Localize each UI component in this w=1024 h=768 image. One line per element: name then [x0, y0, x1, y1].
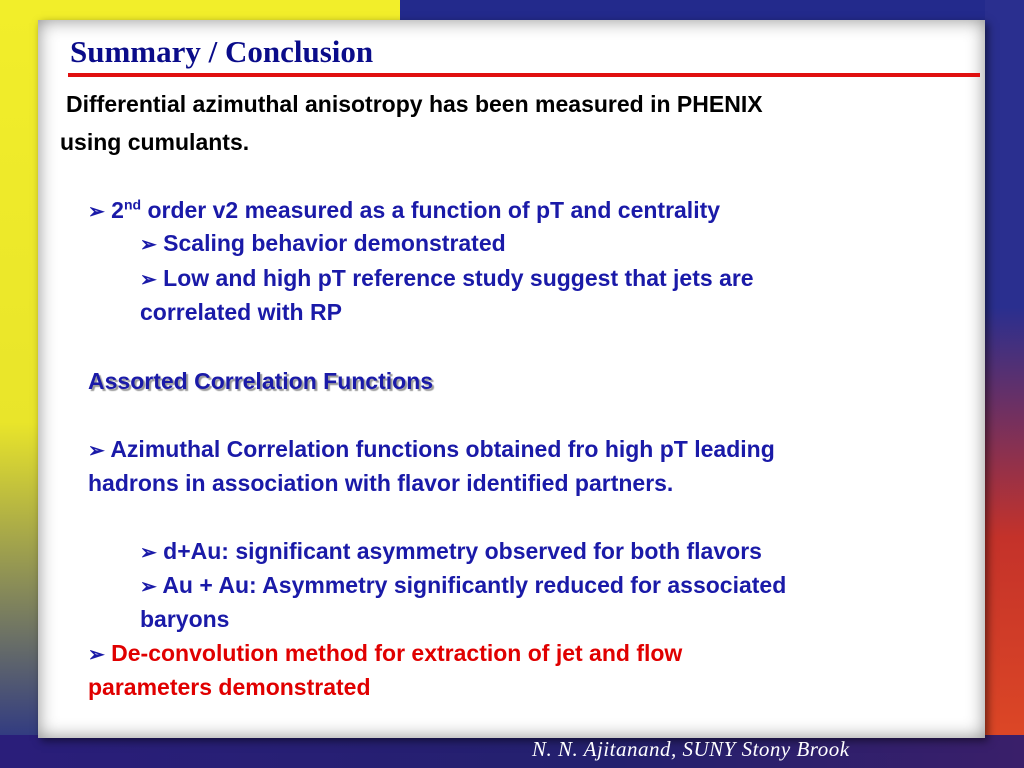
arrow-bullet-icon: ➢	[140, 576, 157, 598]
arrow-bullet-icon: ➢	[88, 644, 105, 666]
arrow-bullet-icon: ➢	[88, 440, 105, 462]
bullet-deconvolution-cont: parameters demonstrated	[88, 674, 371, 700]
arrow-bullet-icon: ➢	[140, 542, 157, 564]
intro-line-1: Differential azimuthal anisotropy has been measured in PHENIX	[66, 91, 763, 117]
bullet-text: Low and high pT reference study suggest that jets are	[163, 265, 754, 291]
intro-line-2: using cumulants.	[60, 129, 250, 155]
subbullet-reference-study	[140, 261, 754, 297]
bullet-azimuthal-correlation	[88, 432, 775, 468]
subbullet-auau-cont: baryons	[140, 606, 230, 632]
arrow-bullet-icon: ➢	[88, 201, 105, 223]
background-bottom-band	[0, 735, 1024, 768]
bullet-text: Scaling behavior demonstrated	[163, 230, 506, 256]
background-right-strip	[985, 0, 1024, 768]
bullet-deconvolution	[88, 636, 682, 672]
background-left-strip	[0, 0, 38, 768]
bullet-text: Au + Au: Asymmetry significantly reduced for associated	[162, 572, 787, 598]
subbullet-reference-study-cont: correlated with RP	[140, 299, 342, 325]
bullet-text: d+Au: significant asymmetry observed for both flavors	[163, 538, 762, 564]
bullet-text: De-convolution method for extraction of jet and flow	[111, 640, 683, 666]
bullet-v2-measurement	[88, 193, 720, 229]
bullet-text: 2	[111, 197, 124, 223]
bullet-azimuthal-correlation-cont: hadrons in association with flavor identified partners.	[88, 470, 674, 496]
footer-author: N. N. Ajitanand, SUNY Stony Brook	[532, 737, 850, 761]
title-underline	[68, 73, 980, 77]
bullet-text: Azimuthal Correlation functions obtained fro high pT leading	[110, 436, 775, 462]
subbullet-scaling	[140, 226, 506, 262]
subbullet-auau	[140, 568, 786, 604]
bullet-text: order v2 measured as a function of pT and centrality	[141, 197, 721, 223]
superscript-nd: nd	[123, 196, 142, 213]
subbullet-dau	[140, 534, 762, 570]
arrow-bullet-icon: ➢	[140, 269, 157, 291]
section-heading: Assorted Correlation Functions	[88, 368, 434, 394]
arrow-bullet-icon: ➢	[140, 234, 157, 256]
slide-title: Summary / Conclusion	[70, 34, 374, 69]
